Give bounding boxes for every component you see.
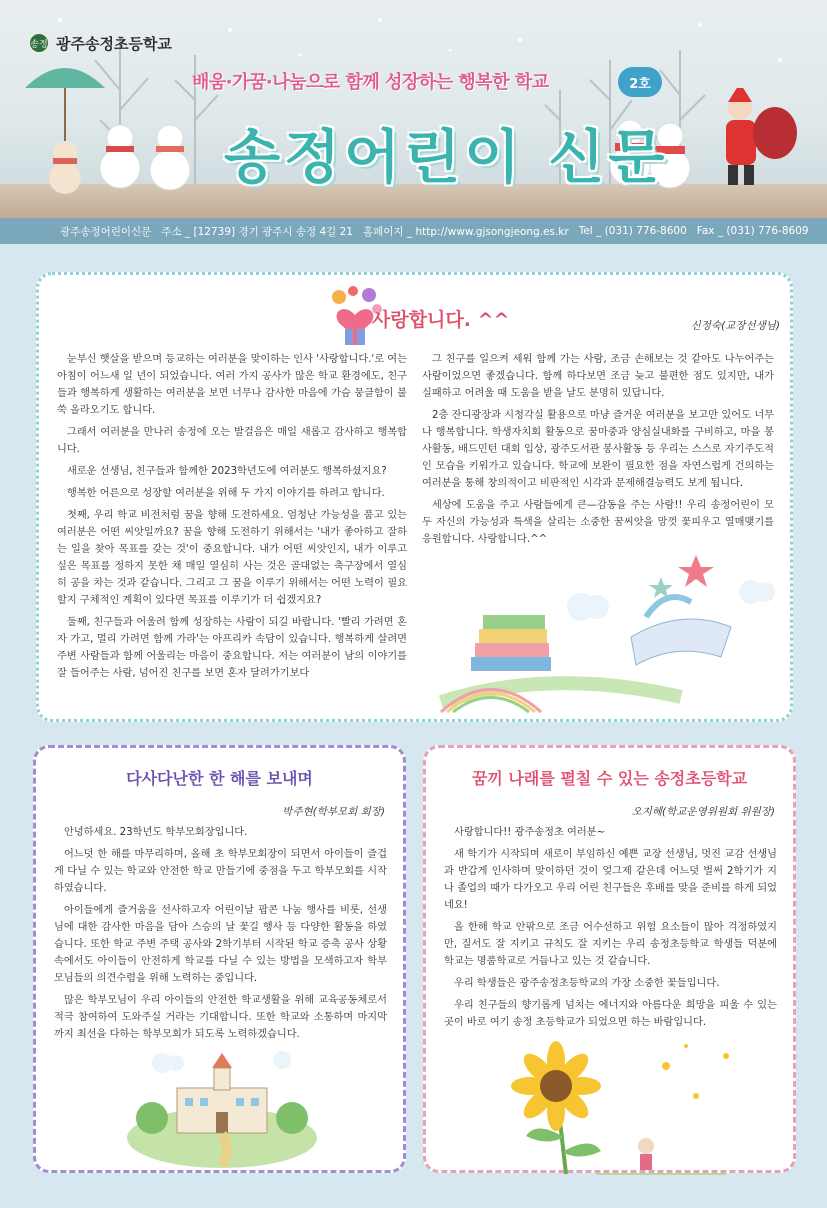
sunflower-illustration (496, 1026, 756, 1176)
homepage-link[interactable]: 홈페이지 _ http://www.gjsongjeong.es.kr (362, 225, 569, 238)
article-left-column (57, 351, 407, 687)
paragraph: 새로운 선생님, 친구들과 함께한 2023학년도에 여러분도 행복하셨지요? (67, 466, 387, 477)
article-title: 꿈끼 나래를 펼칠 수 있는 송정초등학교 (471, 769, 748, 788)
paragraph: 우리 학생들은 광주송정초등학교의 가장 소중한 꽃들입니다. (454, 978, 720, 989)
school-brand (28, 32, 172, 54)
publication-info-bar (0, 218, 827, 244)
article-author: 박주현(학부모회 회장) (282, 806, 385, 818)
paragraph: 아이들에게 즐거움을 선사하고자 어린이날 팝콘 나눔 행사를 비롯, 선생님에 대한 감사한 마음을 담아 스승의 날 꽃길 행사 등 다양한 활동을 하였습니다. 또한 학교 주변 주택 공사와 2학기부터 시작된 학교 증축 공사 상황 속에서도 아이들이 안전하게 학교를 다닐 수 있는 방법을 모색하고자 학부모님들의 의견수렴을 위해 노력하는 중입니다. (54, 905, 387, 984)
article-author: 오지혜(학교운영위원회 위원장) (631, 806, 775, 818)
article-body (444, 824, 777, 1036)
fax: Fax _ (031) 776-8609 (696, 225, 809, 237)
paragraph: 2층 잔디광장과 시청각실 활용으로 마냥 즐거운 여러분을 보고만 있어도 너무나 행복합니다. 학생자치회 활동으로 꿈마중과 양심실내화를 구비하고, 마을 봉사활동, 배드민턴 대회 입상, 광주도서관 봉사활동 등 우리는 스스로 자기주도적인 모습을 키워가고 있습니다. 학교에 보완이 필요한 점을 자연스럽게 건의하는 여러분을 통해 창의적이고 비판적인 시각과 문제해결능력도 보게 됩니다. (422, 410, 774, 489)
paragraph: 우리 친구들의 향기롭게 넘치는 에너지와 아름다운 희망을 피울 수 있는 곳이 바로 여기 송정 초등학교가 되었으면 하는 바람입니다. (444, 1000, 777, 1028)
paragraph: 그래서 여러분을 만나러 송정에 오는 발걸음은 매일 새롭고 감사하고 행복합니다. (57, 427, 407, 455)
newspaper-title: 송정어린이 신문 (224, 123, 669, 191)
paragraph: 눈부신 햇살을 받으며 등교하는 여러분을 맞이하는 인사 '사랑합니다.'로 여는 아침이 어느새 일 년이 되었습니다. 여러 가지 공사가 많은 학교 환경에도, 친구들과 행복하게 생활하는 여러분을 보면 너무나 감사한 마음에 가슴 뭉클함이 불쑥 올라오기도 합니다. (57, 354, 407, 416)
paragraph: 첫째, 우리 학교 비전처럼 꿈을 향해 도전하세요. 엄청난 가능성을 품고 있는 여러분은 어떤 씨앗일까요? 꿈을 향해 도전하기 위해서는 '내가 좋아하고 잘하는 일을 찾아 목표를 갖는 것'이 중요합니다. 내가 어떤 씨앗인지, 내가 이루고 싶은 목표를 정하지 못한 채 매일 열심히 사는 것은 골대없는 축구장에서 열심히 공을 차는 것과 같습니다. 그리고 그 꿈을 이루기 위해서는 어떤 노력이 필요할지 구체적인 계획이 있다면 목표를 이루기가 더 쉽겠지요? (57, 510, 407, 606)
telephone: Tel _ (031) 776-8600 (578, 225, 687, 237)
paragraph: 세상에 도움을 주고 사람들에게 큰—감동을 주는 사람!! 우리 송정어린이 모두 자신의 가능성과 특색을 살리는 소중한 꿈씨앗을 맘껏 꽃피우고 열매맺기를 응원합니다. 사랑합니다.^^ (422, 500, 774, 545)
paragraph: 그 친구를 일으켜 세워 함께 가는 사람, 조금 손해보는 것 같아도 나누어주는 사람이었으면 좋겠습니다. 함께 하다보면 조금 늦고 불편한 점도 있지만, 내가 실패하고 어려울 때 도움을 받을 날도 분명히 있답니다. (422, 354, 774, 399)
snowmen-umbrella-illustration (20, 58, 220, 208)
paragraph: 둘째, 친구들과 어울려 함께 성장하는 사람이 되길 바랍니다. '빨리 가려면 혼자 가고, 멀리 가려면 함께 가라'는 아프리카 속담이 있습니다. 행복하게 살려면 주변 사람들과 함께 어울리는 마음이 중요합니다. 저는 여러분이 남의 이야기를 잘 들어주는 사람, 넘어진 친구를 보면 혼자 달려가기보다 (57, 617, 407, 679)
paragraph: 안녕하세요. 23학년도 학부모회장입니다. (64, 827, 248, 838)
committee-article-box (423, 745, 796, 1173)
paragraph: 새 학기가 시작되며 새로이 부임하신 예쁜 교장 선생님, 멋진 교감 선생님과 반갑게 인사하며 맞이하던 것이 엊그제 같은데 어느덧 벌써 2학기가 지나 졸업의 때가 다가오고 우리 어린 친구들은 후배를 맞을 준비를 하게 되었네요! (444, 849, 777, 911)
books-children-illustration (431, 547, 791, 717)
parents-article-box (33, 745, 406, 1173)
article-author: 신정숙(교장선생님) (690, 320, 780, 332)
principal-article-box (36, 272, 793, 722)
address: 주소 _ [12739] 경기 광주시 송정 4길 21 (161, 225, 353, 238)
masthead (0, 0, 827, 218)
paragraph: 행복한 어른으로 성장할 여러분을 위해 두 가지 이야기를 하려고 합니다. (67, 488, 385, 499)
publisher-name: 광주송정어린이신문 (60, 225, 152, 238)
article-body (54, 824, 387, 1048)
paragraph: 올 한해 학교 안팎으로 조금 어수선하고 위험 요소들이 많아 걱정하였지만, 질서도 잘 지키고 규칙도 잘 지키는 우리 송정초등학교 학생들 덕분에 학교는 명품학교로 거듭나고 있는 것 같습니다. (444, 922, 777, 967)
issue-number-badge: 2호 (618, 67, 662, 97)
school-emblem-icon: 송정 (28, 32, 50, 54)
paragraph: 많은 학부모님이 우리 아이들의 안전한 학교생활을 위해 교육공동체로서 적극 참여하여 도와주실 거라는 기대합니다. 또한 학교와 소통하며 마지막까지 최선을 다하는 학부모회가 되도록 노력하겠습니다. (54, 995, 387, 1040)
slogan: 배움·가꿈·나눔으로 함께 성장하는 행복한 학교 (192, 72, 549, 93)
article-right-column (422, 351, 774, 553)
article-title: 다사다난한 한 해를 보내며 (126, 769, 313, 788)
paragraph: 어느덧 한 해를 마무리하며, 올해 초 학부모회장이 되면서 아이들이 즐겁게 다닐 수 있는 학교와 안전한 학교 만들기에 중점을 두고 학부모회를 시작하였습니다. (54, 849, 387, 894)
article-title: 사랑합니다. ^^ (372, 309, 510, 331)
school-building-illustration (122, 1048, 322, 1168)
school-name: 광주송정초등학교 (56, 34, 172, 53)
paragraph: 사랑합니다!! 광주송정초 여러분~ (454, 827, 606, 838)
